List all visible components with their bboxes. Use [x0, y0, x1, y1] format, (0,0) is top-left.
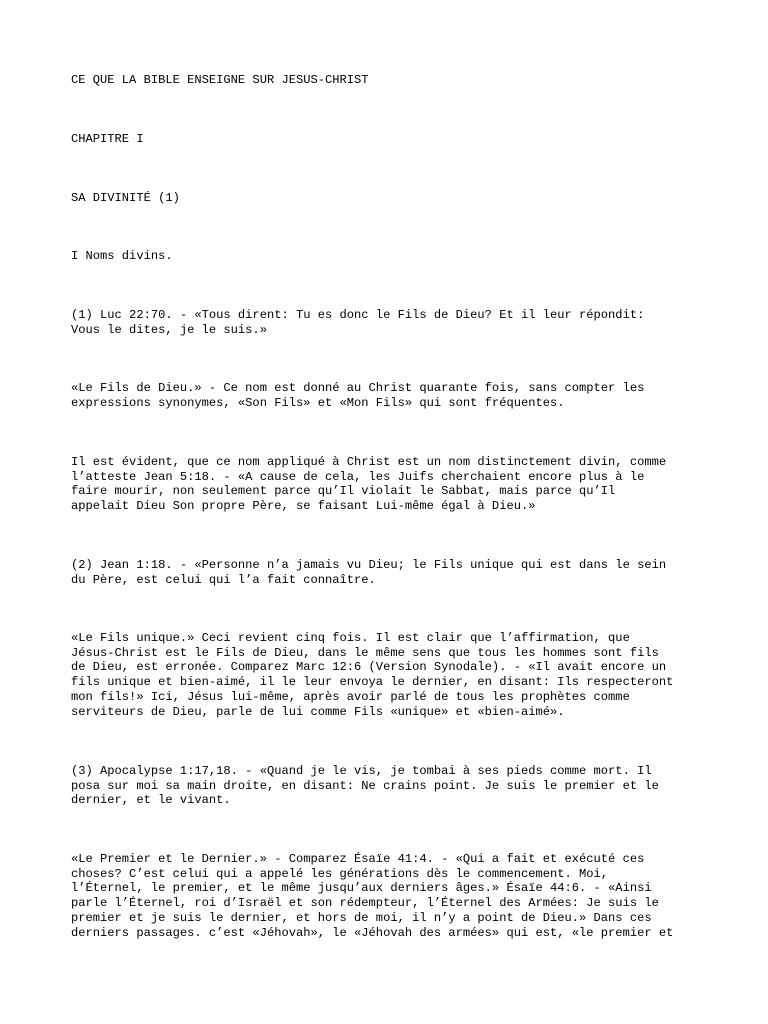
paragraph: (3) Apocalypse 1:17,18. - «Quand je le vis, je tombai à ses pieds comme mort. Il posa sur moi sa main droite, en disant: Ne crains point. Je suis le premier et le dernier, et le vivant.	[71, 764, 659, 808]
paragraph: (1) Luc 22:70. - «Tous dirent: Tu es donc le Fils de Dieu? Et il leur répondit: Vous le dites, je le suis.»	[71, 308, 645, 337]
document-title: CE QUE LA BIBLE ENSEIGNE SUR JESUS-CHRIST	[71, 73, 369, 87]
paragraph: «Le Fils de Dieu.» - Ce nom est donné au Christ quarante fois, sans compter les expressions synonymes, «Son Fils» et «Mon Fils» qui sont fréquentes.	[71, 381, 645, 410]
chapter-heading: CHAPITRE I	[71, 132, 144, 146]
subsection-heading: I Noms divins.	[71, 249, 173, 263]
paragraph: Il est évident, que ce nom appliqué à Christ est un nom distinctement divin, comme l’atteste Jean 5:18. - «A cause de cela, les Juifs cherchaient encore plus à le faire mourir, non seulement parce qu’Il violait le Sabbat, mais parce qu’Il appelait Dieu Son propre Père, se faisant Lui-même égal à Dieu.»	[71, 455, 667, 514]
paragraph: «Le Premier et le Dernier.» - Comparez Ésaïe 41:4. - «Qui a fait et exécuté ces choses? C’est celui qui a appelé les générations dès le commencement. Moi, l’Éternel, le premier, et le même jusqu’aux derniers âges.» Ésaïe 44:6. - «Ainsi parle l’Éternel, roi d’Israël et son rédempteur, l’Éternel des Armées: Je suis le premier et je suis le dernier, et hors de moi, il n’y a point de Dieu.» Dans ces derniers passages. c’est «Jéhovah», le «Jéhovah des armées» qui est, «le premier et	[71, 852, 674, 940]
document-page	[71, 0, 711, 1024]
paragraph: (2) Jean 1:18. - «Personne n’a jamais vu Dieu; le Fils unique qui est dans le sein du Père, est celui qui l’a fait connaître.	[71, 558, 667, 587]
paragraph: «Le Fils unique.» Ceci revient cinq fois. Il est clair que l’affirmation, que Jésus-Christ est le Fils de Dieu, dans le même sens que tous les hommes sont fils de Dieu, est erronée. Comparez Marc 12:6 (Version Synodale). - «Il avait encore un fils unique et bien-aimé, il le leur envoya le dernier, en disant: Ils respecteront mon fils!» Ici, Jésus lui-même, après avoir parlé de tous les prophètes comme serviteurs de Dieu, parle de lui comme Fils «unique» et «bien-aimé».	[71, 631, 674, 719]
section-heading: SA DIVINITÉ (1)	[71, 191, 180, 205]
